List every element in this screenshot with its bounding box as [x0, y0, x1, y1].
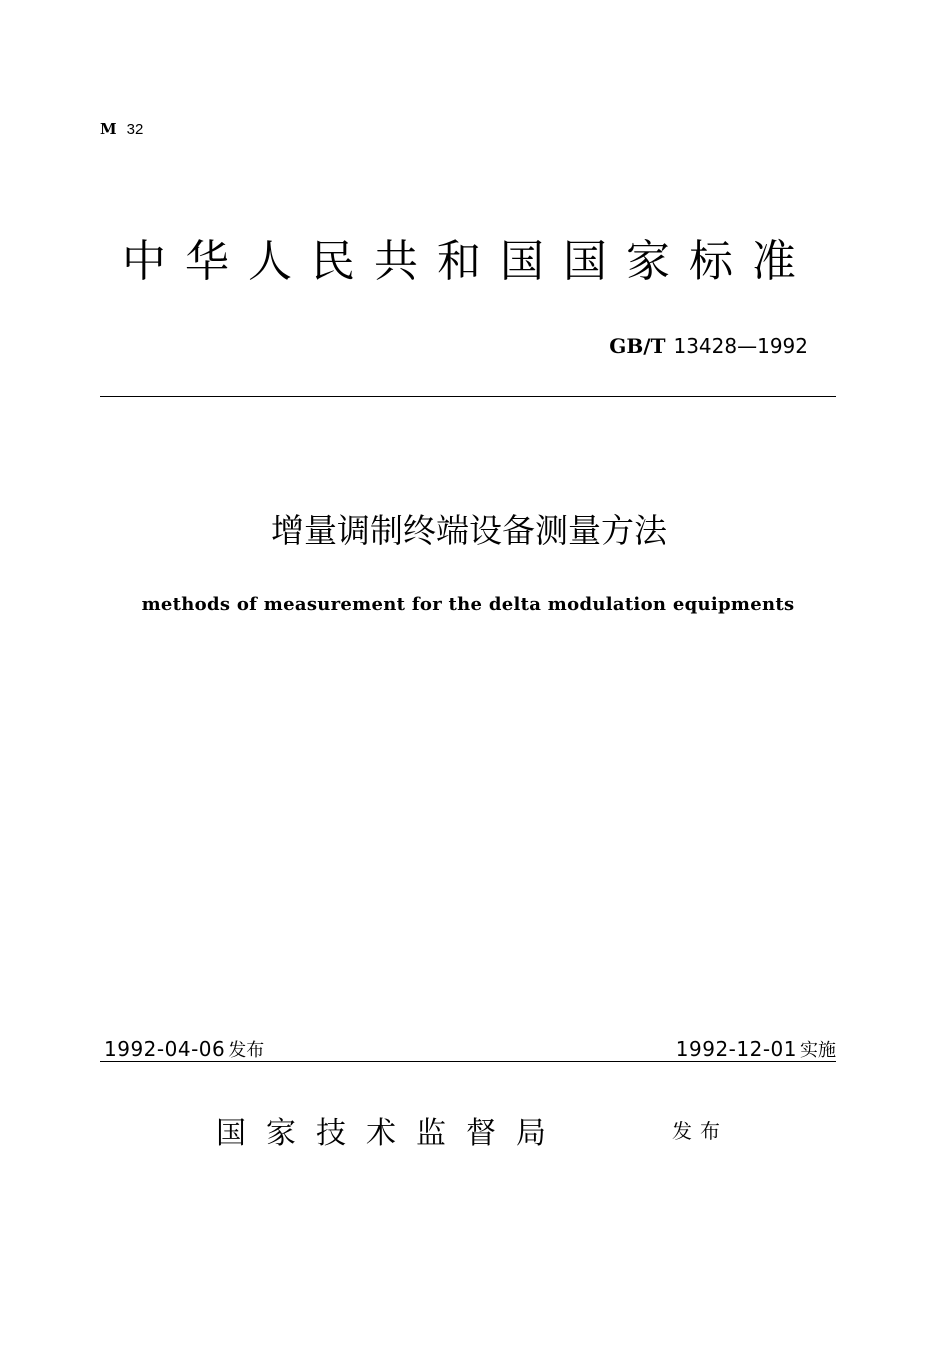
classification-number: 32	[126, 121, 144, 138]
classification-letter: M	[100, 120, 117, 138]
issue-date-label: 发布	[228, 1040, 265, 1061]
standard-heading: 中华人民共和国国家标准	[122, 236, 815, 287]
document-title-english: methods of measurement for the delta modulation equipments	[141, 594, 795, 615]
document-title-chinese: 增量调制终端设备测量方法	[271, 511, 667, 550]
effective-date	[676, 1036, 836, 1062]
standard-code: 13428—1992	[673, 334, 808, 358]
effective-date-value: 1992-12-01	[675, 1037, 797, 1061]
classification-code	[100, 120, 143, 138]
issue-date	[104, 1036, 264, 1062]
top-divider	[100, 396, 836, 397]
agency-action: 发布	[672, 1119, 728, 1143]
issuing-agency: 国家技术监督局	[216, 1116, 566, 1151]
standard-number	[609, 334, 808, 358]
effective-date-label: 实施	[800, 1040, 836, 1061]
bottom-divider	[100, 1061, 836, 1062]
issue-date-value: 1992-04-06	[104, 1037, 226, 1061]
standard-prefix: GB/T	[609, 334, 666, 358]
